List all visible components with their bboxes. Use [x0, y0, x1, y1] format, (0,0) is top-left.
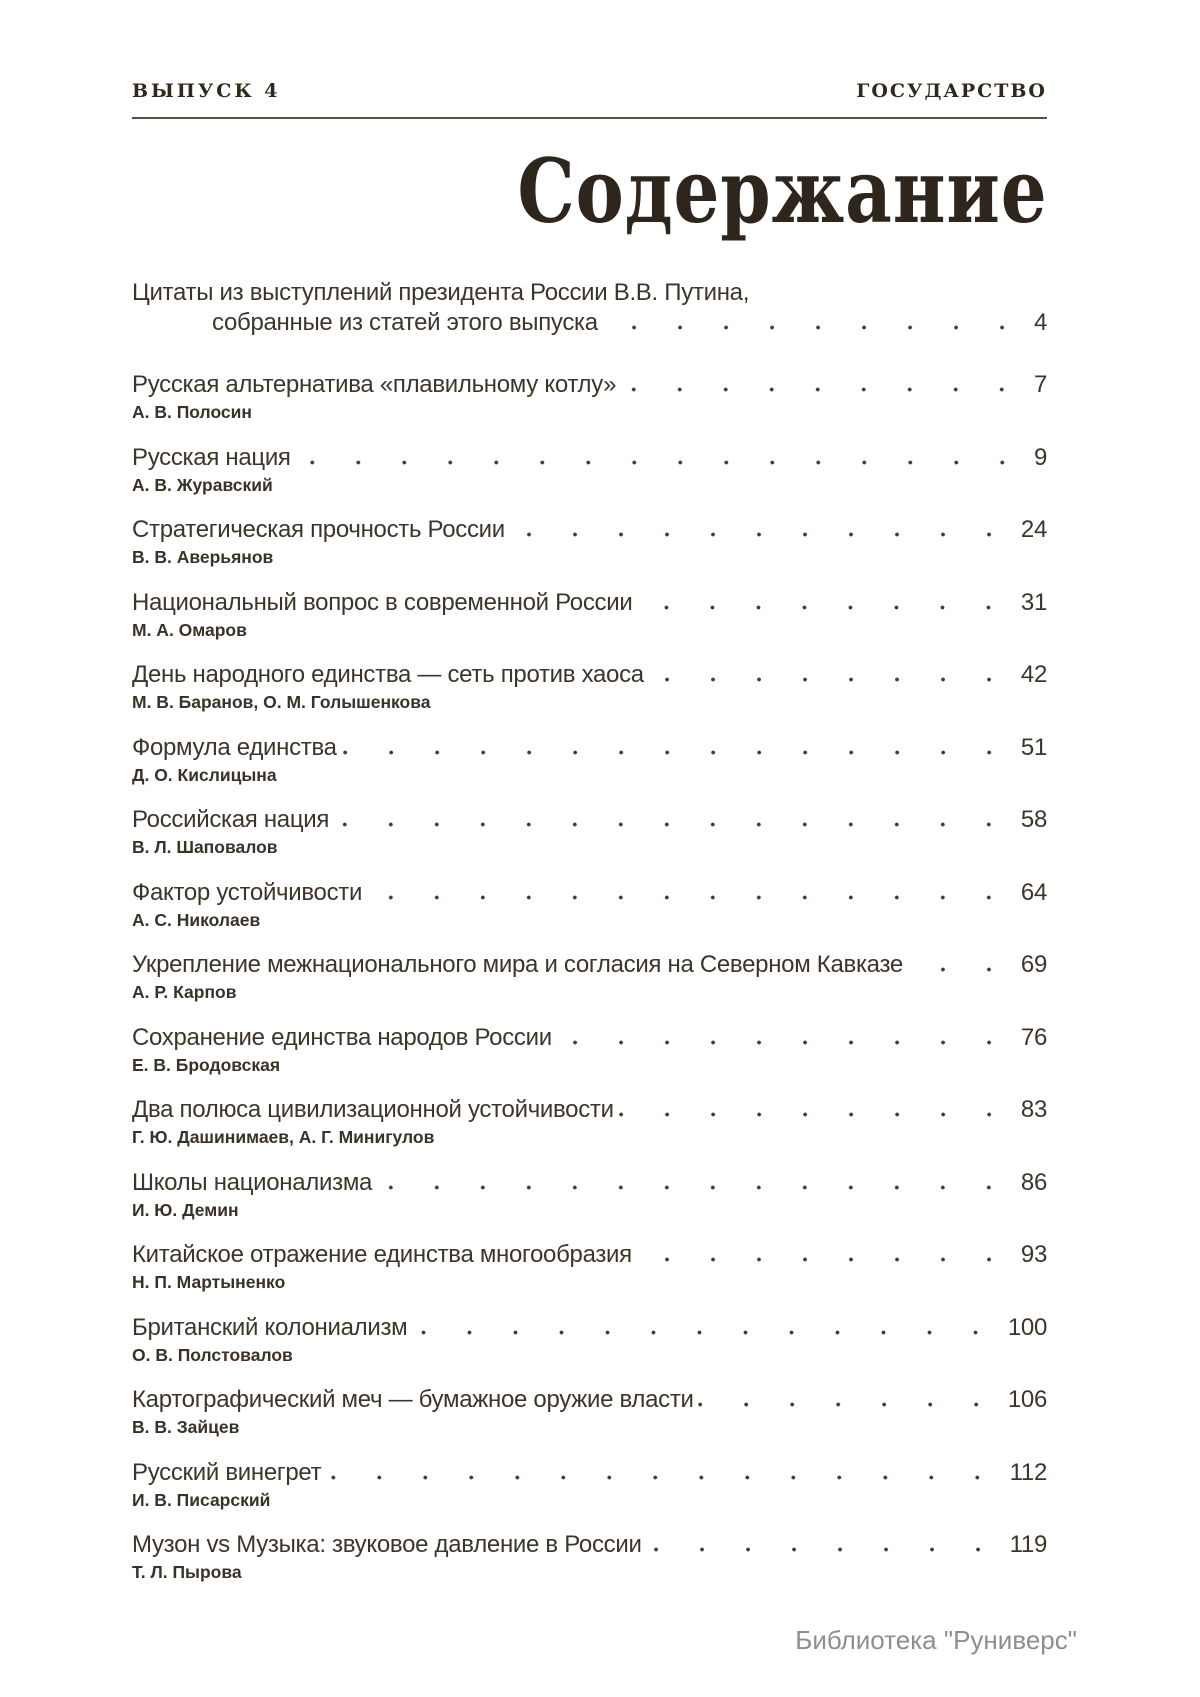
- entry-title-row: [132, 950, 1047, 980]
- entry-title-row: [132, 1023, 1047, 1053]
- entry-page-number: 58: [1020, 806, 1047, 833]
- entry-page-number: 93: [1020, 1241, 1047, 1268]
- entry-page-number: 4: [1033, 309, 1047, 336]
- entry-authors: А. С. Николаев: [132, 909, 261, 930]
- entry-authors: В. В. Аверьянов: [132, 547, 274, 567]
- entry-authors: Н. П. Мартыненко: [132, 1272, 286, 1292]
- entry-title: Два полюса цивилизационной устойчивости: [132, 1096, 614, 1123]
- entry-page-number: 76: [1020, 1023, 1047, 1051]
- entry-authors: М. А. Омаров: [132, 619, 247, 640]
- entry-page-number: 100: [1007, 1313, 1047, 1341]
- entry-title-row: [132, 1313, 1047, 1343]
- dot-leader: [598, 325, 1034, 330]
- entry-page-number: 86: [1020, 1168, 1047, 1196]
- entry-page-number: 64: [1020, 878, 1047, 906]
- toc-entry: [132, 1530, 1047, 1582]
- entry-page-number: 31: [1020, 588, 1047, 616]
- entry-title: Укрепление межнационального мира и согласия на Северном Кавказе: [132, 951, 903, 978]
- entry-page-number: 24: [1020, 516, 1047, 543]
- entry-title: Национальный вопрос в современной России: [132, 588, 633, 616]
- entry-authors: В. В. Зайцев: [132, 1417, 240, 1437]
- entry-authors: Т. Л. Пырова: [132, 1562, 242, 1582]
- entry-authors: Г. Ю. Дашинимаев, А. Г. Минигулов: [132, 1127, 435, 1147]
- dot-leader: [616, 387, 1034, 392]
- entry-title: Сохранение единства народов России: [132, 1023, 552, 1051]
- dot-leader: [329, 822, 1021, 827]
- entry-title: Русская альтернатива «плавильному котлу»: [132, 371, 617, 398]
- entry-authors: О. В. Полстовалов: [132, 1344, 293, 1365]
- entry-page-number: 42: [1020, 661, 1047, 688]
- entry-authors: Е. В. Бродовская: [132, 1054, 281, 1075]
- toc-entry: [132, 1023, 1047, 1075]
- toc-entry: [132, 1095, 1047, 1147]
- entry-title-row: [132, 878, 1047, 908]
- entry-title: Картографический меч — бумажное оружие власти: [132, 1386, 694, 1413]
- entry-title: Школы национализма: [132, 1168, 373, 1196]
- entry-title-row: [132, 1168, 1047, 1198]
- dot-leader: [337, 750, 1021, 755]
- entry-title-row: [132, 733, 1047, 763]
- dot-leader: [632, 1257, 1021, 1262]
- toc-entry: [132, 370, 1047, 422]
- toc-entry: [132, 278, 1047, 338]
- toc-entry: [132, 1313, 1047, 1365]
- library-watermark: Библиотека "Руниверс": [795, 1625, 1077, 1655]
- toc-entry: [132, 950, 1047, 1002]
- entry-title-row: [132, 308, 1047, 338]
- dot-leader: [632, 605, 1020, 610]
- entry-title-row: [132, 1530, 1047, 1560]
- entry-title: Формула единства: [132, 733, 337, 761]
- entry-title: Русский винегрет: [132, 1458, 322, 1486]
- toc-list: [132, 278, 1047, 1603]
- toc-entry: [132, 1458, 1047, 1510]
- toc-entry: [132, 1385, 1047, 1437]
- entry-authors: И. Ю. Демин: [132, 1199, 239, 1220]
- entry-page-number: 51: [1020, 733, 1047, 761]
- entry-authors: М. В. Баранов, О. М. Голышенкова: [132, 692, 431, 712]
- dot-leader: [642, 1547, 1010, 1552]
- entry-title-row: [132, 443, 1047, 473]
- dot-leader: [552, 1040, 1021, 1045]
- entry-title: Российская нация: [132, 806, 330, 833]
- entry-title: Британский колониализм: [132, 1313, 408, 1341]
- entry-page-number: 7: [1033, 371, 1047, 398]
- entry-page-number: 69: [1020, 951, 1047, 978]
- entry-page-number: 83: [1020, 1096, 1047, 1123]
- running-head-section: ГОСУДАРСТВО: [856, 80, 1047, 102]
- entry-title-row: [132, 660, 1047, 690]
- entry-title-row: [132, 588, 1047, 618]
- dot-leader: [362, 895, 1021, 900]
- entry-title: Музон vs Музыка: звуковое давление в России: [132, 1531, 642, 1558]
- dot-leader: [291, 460, 1034, 465]
- entry-authors: И. В. Писарский: [132, 1489, 271, 1510]
- dot-leader: [505, 532, 1021, 537]
- entry-title-line1: Цитаты из выступлений президента России В.В. Путина,: [132, 279, 750, 306]
- entry-authors: А. В. Журавский: [132, 474, 273, 495]
- dot-leader: [372, 1185, 1021, 1190]
- toc-entry: [132, 1168, 1047, 1220]
- entry-title: Стратегическая прочность России: [132, 516, 505, 543]
- header-rule: [132, 117, 1047, 119]
- dot-leader: [407, 1330, 1008, 1335]
- dot-leader: [644, 677, 1021, 682]
- entry-page-number: 106: [1007, 1386, 1047, 1413]
- entry-title-row: [132, 1240, 1047, 1270]
- dot-leader: [614, 1112, 1021, 1117]
- toc-entry: [132, 1240, 1047, 1292]
- entry-title-row: [132, 1095, 1047, 1125]
- entry-authors: Д. О. Кислицына: [132, 764, 277, 785]
- toc-entry: [132, 443, 1047, 495]
- dot-leader: [321, 1475, 1009, 1480]
- entry-title-row: [132, 370, 1047, 400]
- entry-title-row: [132, 515, 1047, 545]
- toc-entry: [132, 515, 1047, 567]
- entry-authors: А. Р. Карпов: [132, 982, 237, 1002]
- entry-authors: А. В. Полосин: [132, 402, 252, 422]
- entry-authors: В. Л. Шаповалов: [132, 837, 278, 857]
- entry-page-number: 112: [1009, 1458, 1047, 1486]
- toc-entry: [132, 733, 1047, 785]
- dot-leader: [903, 967, 1021, 972]
- page-title: Содержание: [516, 139, 1047, 243]
- entry-title: Фактор устойчивости: [132, 878, 363, 906]
- toc-entry: [132, 588, 1047, 640]
- entry-title-row: [132, 1385, 1047, 1415]
- entry-title: собранные из статей этого выпуска: [212, 309, 598, 336]
- dot-leader: [694, 1402, 1008, 1407]
- entry-page-number: 119: [1009, 1531, 1047, 1558]
- toc-entry: [132, 878, 1047, 930]
- entry-page-number: 9: [1033, 443, 1047, 471]
- entry-title-row: [132, 805, 1047, 835]
- entry-title: Русская нация: [132, 443, 291, 471]
- toc-entry: [132, 660, 1047, 712]
- toc-entry: [132, 805, 1047, 857]
- entry-title: День народного единства — сеть против хаоса: [132, 661, 644, 688]
- running-head-issue: ВЫПУСК 4: [132, 80, 281, 102]
- entry-title-row: [132, 1458, 1047, 1488]
- entry-title: Китайское отражение единства многообразия: [132, 1241, 632, 1268]
